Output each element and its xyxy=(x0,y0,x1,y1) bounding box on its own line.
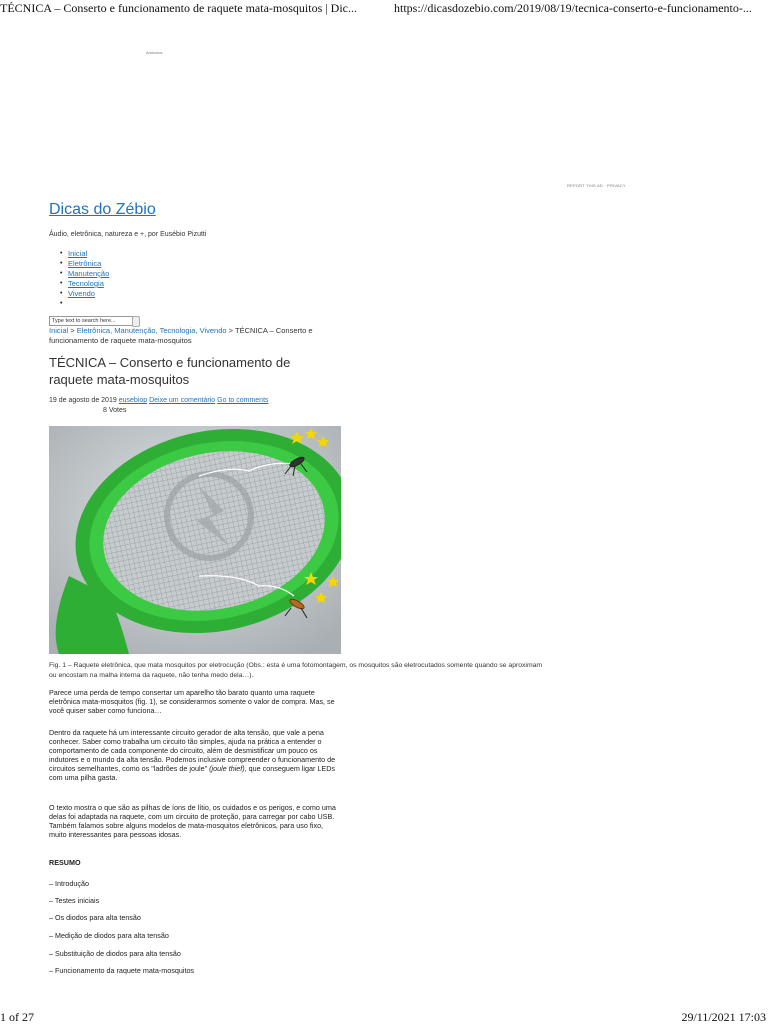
author-link[interactable]: eusebiop xyxy=(118,397,148,404)
nav-item-inicial[interactable]: • Inicial xyxy=(60,249,109,259)
racket-photo xyxy=(49,426,341,654)
paragraph-circuit: Dentro da raquete há um interessante circuito gerador de alta tensão, que vale a pena conhecer. Saber como trabalha um circuito tão simples, ajuda na prática a entender o comportamento de cada componente do circuito, além de desmistificar um pouco os indutores e o mundo da alta tensão. Podemos inclusive compreender o funcionamento de circuitos semelhantes, como os "ladrões de joule" (joule thief), que conseguem ligar LEDs com uma pilha gasta. xyxy=(49,728,336,782)
breadcrumb-home-link[interactable]: Inicial xyxy=(49,326,69,335)
nav-item-manutencao[interactable]: • Manutenção xyxy=(60,269,109,279)
post-title: TÉCNICA – Conserto e funcionamento de raquete mata-mosquitos xyxy=(49,355,291,387)
goto-comments-link[interactable]: Go to comments xyxy=(217,397,269,404)
breadcrumb: Inicial > Eletrônica, Manutenção, Tecnologia, Vivendo > TÉCNICA – Conserto e funcionamento de raquete mata-mosquitos xyxy=(49,326,313,345)
ad-report-link[interactable]: REPORT THIS AD · PRIVACY xyxy=(567,183,626,188)
print-header xyxy=(0,0,768,18)
site-title-link[interactable]: Dicas do Zébio xyxy=(49,201,156,218)
paragraph-lithium: O texto mostra o que são as pilhas de íons de lítio, os cuidados e os perigos, e como uma delas foi adaptada na raquete, com um circuito de proteção, para carregar por cabo USB. Também falamos sobre alguns modelos de mata-mosquitos eletrônicos, para uso fixo, muito interessantes para pessoas idosas. xyxy=(49,803,336,839)
nav-item-vivendo[interactable]: • Vivendo xyxy=(60,289,109,299)
toc-item: – Substituição de diodos para alta tensão xyxy=(49,949,181,958)
nav-item-empty[interactable] xyxy=(60,299,109,309)
nav-item-tecnologia[interactable]: • Tecnologia xyxy=(60,279,109,289)
toc-item: – Os diodos para alta tensão xyxy=(49,913,141,922)
print-datetime: 29/11/2021 17:03 xyxy=(681,1010,766,1024)
toc-item: – Funcionamento da raquete mata-mosquitos xyxy=(49,966,195,975)
votes-count: 8 Votes xyxy=(103,407,127,414)
nav-item-eletronica[interactable]: • Eletrônica xyxy=(60,259,109,269)
toc-item: – Medição de diodos para alta tensão xyxy=(49,931,169,940)
figure-caption: Fig. 1 – Raquete eletrônica, que mata mosquitos por eletrocução (Obs.: esta é uma fotomontagem, os mosquitos são eletrocutados somente quando se aproximam ou encostam na malha interna da raquete, não tenha medo dela…). xyxy=(49,662,543,679)
racket-illustration xyxy=(49,426,341,654)
search-input[interactable]: Type text to search here... xyxy=(49,316,133,326)
resumo-heading: RESUMO xyxy=(49,858,81,867)
toc-item: – Introdução xyxy=(49,879,89,888)
print-header-title: TÉCNICA – Conserto e funcionamento de raquete mata-mosquitos | Dic... xyxy=(0,1,357,15)
post-date: 19 de agosto de 2019 xyxy=(49,397,117,404)
leave-comment-link[interactable]: Deixe um comentário xyxy=(149,397,216,404)
breadcrumb-current: TÉCNICA – Conserto e funcionamento de raquete mata-mosquitos xyxy=(49,326,313,345)
ad-label: Anúncios xyxy=(146,50,163,55)
print-header-url: https://dicasdozebio.com/2019/08/19/tecnica-conserto-e-funcionamento-... xyxy=(394,1,752,15)
paragraph-intro: Parece uma perda de tempo consertar um aparelho tão barato quanto uma raquete eletrônica mata-mosquitos (fig. 1), se considerarmos somente o valor de compra. Mas, se você quiser saber como funciona… xyxy=(49,688,335,715)
post-meta xyxy=(49,397,269,404)
main-nav xyxy=(60,249,109,309)
site-tagline: Áudio, eletrônica, natureza e +, por Eusébio Pizutti xyxy=(49,231,207,238)
breadcrumb-categories-link[interactable]: Eletrônica, Manutenção, Tecnologia, Vivendo xyxy=(76,326,227,335)
print-page-number: 1 of 27 xyxy=(0,1010,34,1024)
toc-item: – Testes iniciais xyxy=(49,896,100,905)
